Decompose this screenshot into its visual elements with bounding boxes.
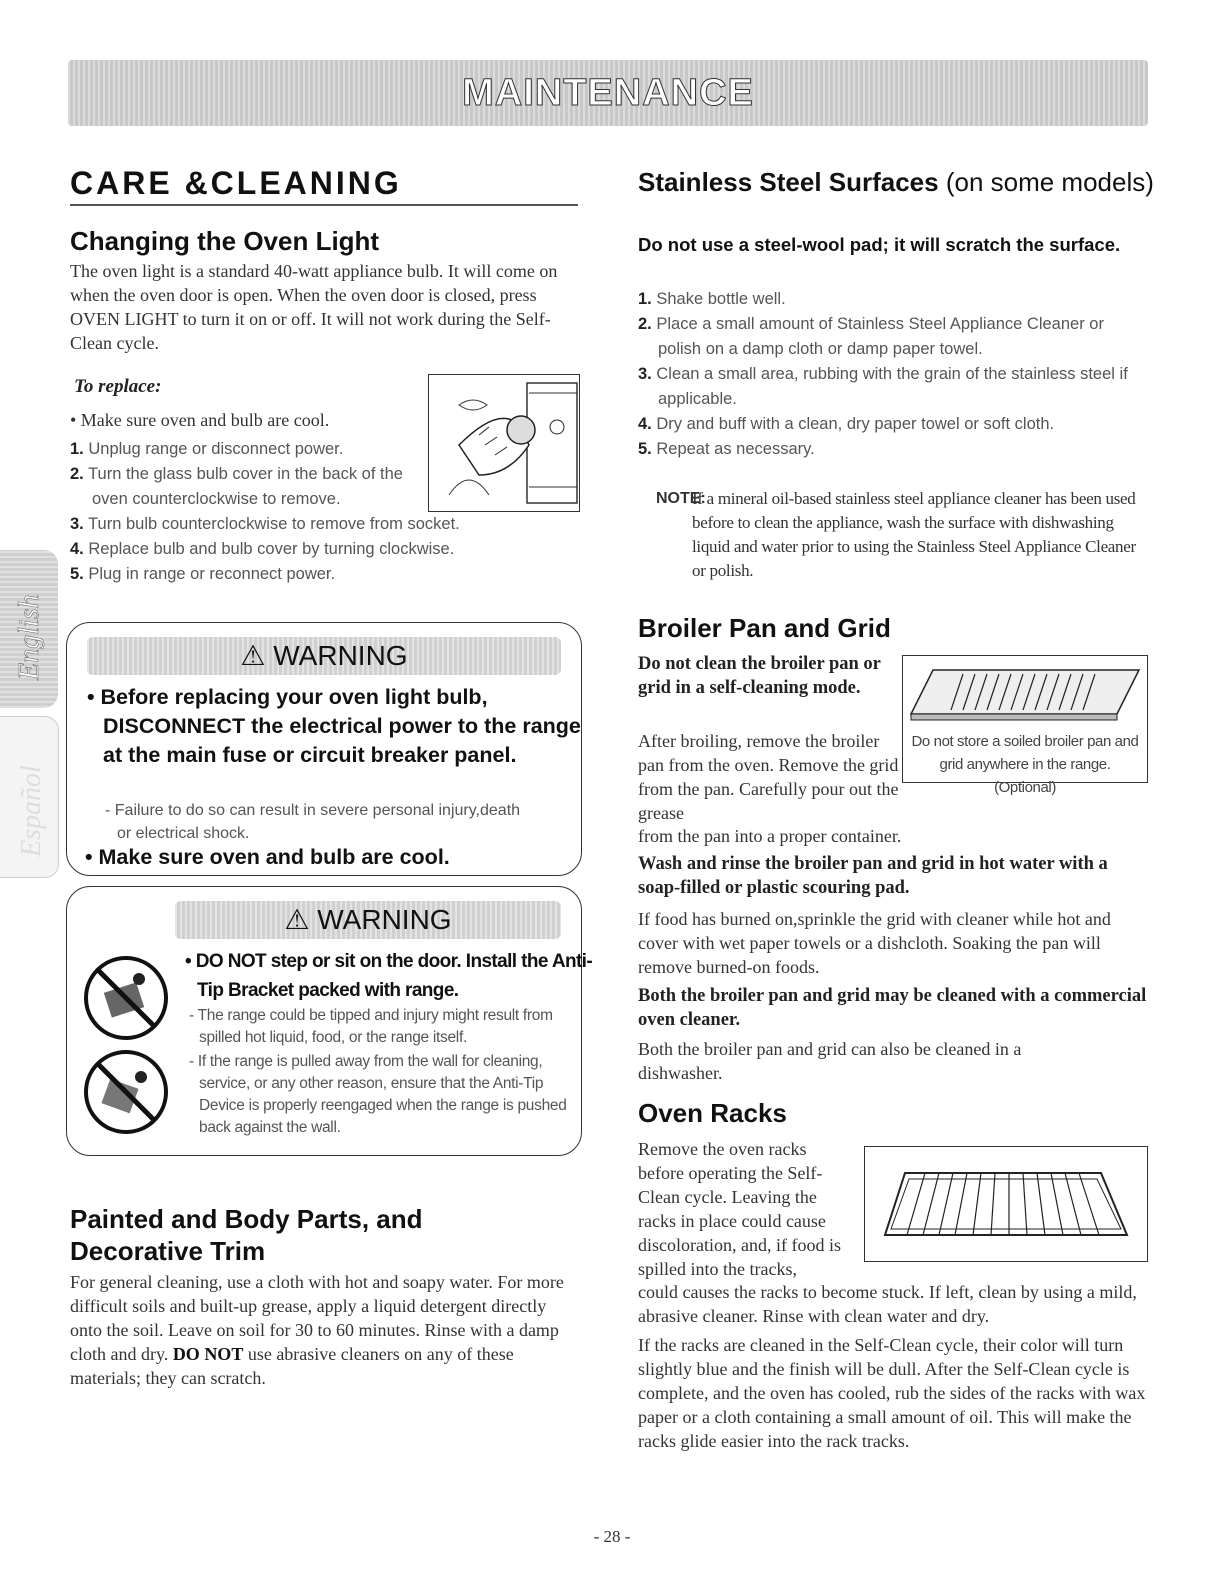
stainless-note-label: NOTE:: [656, 490, 706, 507]
tab-espanol-label: Español: [16, 765, 47, 857]
warning-triangle-icon: ⚠: [284, 904, 310, 935]
warning-box-2: [66, 886, 593, 1156]
broiler-caption: Do not store a soiled broiler pan and grid anywhere in the range. (Optional): [911, 733, 1139, 796]
painted-text: For general cleaning, use a cloth with hot and soapy water. For more difficult soils and built-up grease, apply a liquid detergent directly onto the soil. Leave on soil for 30 to 60 minutes. Rinse with a damp cloth and dry. DO NOT use abrasive cleaners on any of these materials; they can scratch.: [70, 1272, 564, 1388]
tab-english[interactable]: [0, 550, 58, 708]
page-number: - 28 -: [593, 1527, 631, 1546]
oven-light-steps: [70, 437, 570, 587]
tab-espanol[interactable]: [0, 716, 59, 878]
oven-rack-icon: [865, 1147, 1147, 1261]
warning2-sub1: - The range could be tipped and injury might result from spilled hot liquid, food, or the range itself.: [189, 1007, 553, 1046]
list-item: 4. Dry and buff with a clean, dry paper towel or soft cloth.: [638, 415, 1055, 433]
warning-label-1: WARNING: [273, 640, 408, 671]
warning-label-2: WARNING: [317, 904, 452, 935]
no-tip-over-icon: [81, 1047, 171, 1137]
title-underline: [70, 204, 578, 206]
broiler-text-3: Both the broiler pan and grid can also be cleaned in a dishwasher.: [638, 1039, 1022, 1083]
list-item: 5. Plug in range or reconnect power.: [70, 565, 336, 583]
broiler-bold-3: Both the broiler pan and grid may be cleaned with a commercial oven cleaner.: [638, 986, 1147, 1030]
broiler-text-2: If food has burned on,sprinkle the grid with cleaner while hot and cover with wet paper towels or a dishcloth. Soaking the pan will remove burned-on foods.: [638, 909, 1111, 977]
replace-title: To replace:: [74, 376, 162, 397]
care-cleaning-title: CARE &CLEANING: [70, 165, 402, 201]
warning-triangle-icon: ⚠: [240, 640, 266, 671]
broiler-title: Broiler Pan and Grid: [638, 613, 891, 643]
no-step-on-door-icon: [81, 953, 171, 1043]
warning-box-1: [66, 622, 582, 876]
broiler-bold-2: Wash and rinse the broiler pan and grid in hot water with a soap-filled or plastic scouring pad.: [638, 854, 1108, 898]
list-item: 3. Turn bulb counterclockwise to remove from socket.: [70, 515, 460, 533]
stainless-warning: Do not use a steel-wool pad; it will scratch the surface.: [638, 234, 1121, 255]
warning1-item2: • Make sure oven and bulb are cool.: [85, 845, 450, 869]
stainless-note: If a mineral oil-based stainless steel appliance cleaner has been used before to clean the appliance, wash the surface with dishwashing liquid and water prior to using the Stainless Steel Appliance Cleaner or polish.: [692, 489, 1136, 580]
racks-text-2: If the racks are cleaned in the Self-Clean cycle, their color will turn slightly blue and the finish will be dull. After the Self-Clean cycle is complete, and the oven has cooled, rub the sides of the racks with wax paper or a cloth containing a small amount of oil. This will make the racks glide easier into the rack tracks.: [638, 1335, 1146, 1451]
list-item: 5. Repeat as necessary.: [638, 440, 815, 458]
racks-title: Oven Racks: [638, 1098, 787, 1128]
warning1-item1: • Before replacing your oven light bulb, DISCONNECT the electrical power to the range at the main fuse or circuit breaker panel.: [87, 685, 581, 767]
tab-english-label: English: [14, 594, 45, 680]
warning2-sub2: - If the range is pulled away from the wall for cleaning, service, or any other reason, ensure that the Anti-Tip Device is properly reengaged when the range is pushed back against the wall.: [189, 1053, 567, 1136]
replace-bullet: • Make sure oven and bulb are cool.: [70, 410, 330, 430]
oven-rack-illustration: [864, 1146, 1148, 1262]
broiler-bold-1: Do not clean the broiler pan or grid in a self-cleaning mode.: [638, 654, 881, 698]
list-item: 4. Replace bulb and bulb cover by turning clockwise.: [70, 540, 455, 558]
list-item: 3. Clean a small area, rubbing with the grain of the stainless steel if applicable.: [638, 365, 1128, 408]
painted-title: Painted and Body Parts, and Decorative Trim: [70, 1204, 423, 1266]
warning-header-1: [87, 637, 561, 675]
oven-light-title: Changing the Oven Light: [70, 226, 380, 256]
list-item: 1. Shake bottle well.: [638, 290, 786, 308]
racks-text-1b: could causes the racks to become stuck. If left, clean by using a mild, abrasive cleaner. Rinse with clean water and dry.: [638, 1282, 1137, 1326]
list-item: 2. Turn the glass bulb cover in the back of the oven counterclockwise to remove.: [70, 465, 403, 508]
list-item: 2. Place a small amount of Stainless Steel Appliance Cleaner or polish on a damp cloth or damp paper towel.: [638, 315, 1104, 358]
stainless-title: Stainless Steel Surfaces (on some models): [638, 167, 1154, 197]
warning2-item1: • DO NOT step or sit on the door. Install the Anti-Tip Bracket packed with range.: [185, 951, 593, 1001]
section-banner: [68, 60, 1148, 126]
stainless-steps: [638, 287, 1148, 462]
warning1-sub1: - Failure to do so can result in severe personal injury,death or electrical shock.: [105, 802, 521, 842]
racks-text-1: Remove the oven racks before operating the Self-Clean cycle. Leaving the racks in place could cause discoloration, and, if food is spilled into the tracks,: [638, 1139, 841, 1279]
banner-title: MAINTENANCE: [462, 72, 754, 114]
warning-header-2: [175, 901, 561, 939]
oven-light-intro: The oven light is a standard 40-watt appliance bulb. It will come on when the oven door is open. When the oven door is closed, press OVEN LIGHT to turn it on or off. It will not work during the Self-Clean cycle.: [70, 261, 558, 353]
broiler-text-1: After broiling, remove the broiler pan from the oven. Remove the grid from the pan. Carefully pour out the grease: [638, 731, 899, 823]
list-item: 1. Unplug range or disconnect power.: [70, 440, 344, 458]
broiler-pan-icon: [903, 656, 1147, 730]
broiler-pan-illustration: [902, 655, 1148, 796]
broiler-text-1b: from the pan into a proper container.: [638, 826, 902, 846]
